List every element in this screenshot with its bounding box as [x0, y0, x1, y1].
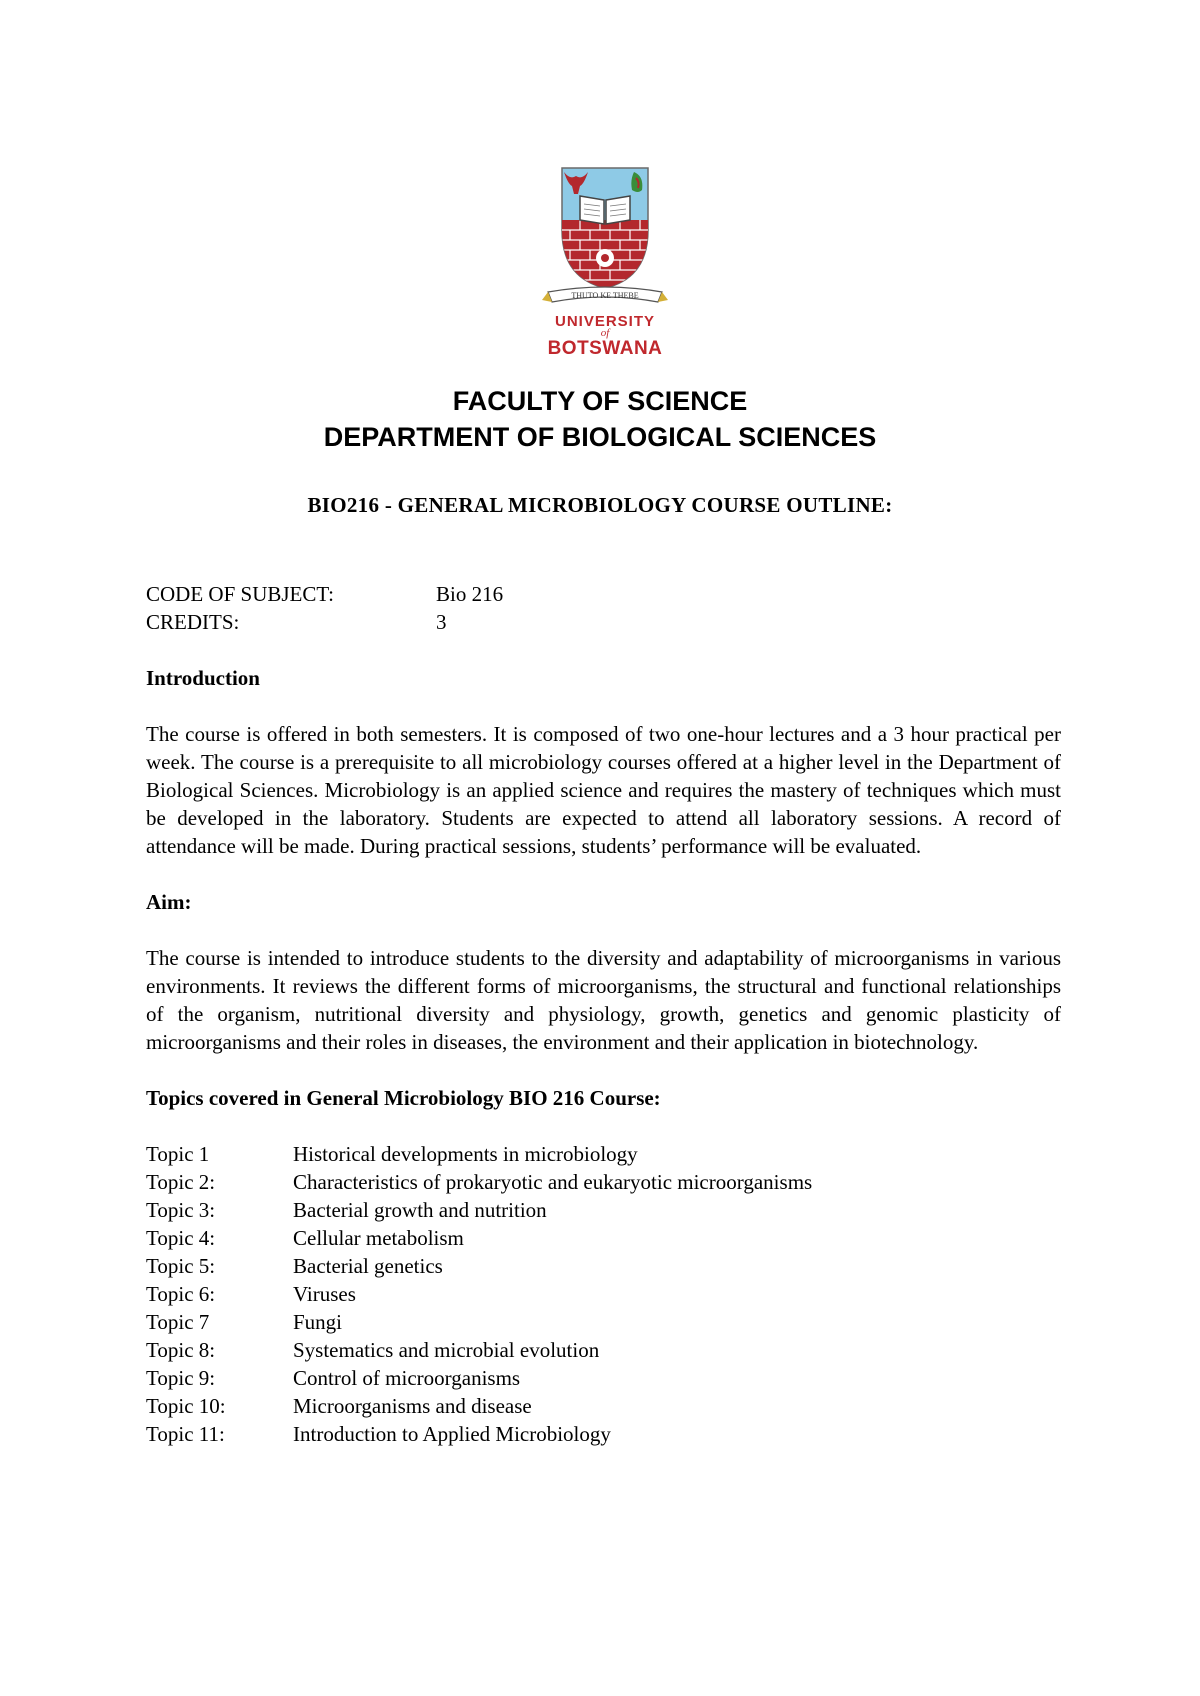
faculty-title: FACULTY OF SCIENCE — [452, 386, 748, 416]
topic-item — [146, 1336, 1061, 1364]
topic-label: Topic 9: — [146, 1366, 216, 1390]
document-body — [146, 580, 1061, 1448]
topic-label: Topic 3: — [146, 1198, 216, 1222]
topic-label: Topic 6: — [146, 1282, 216, 1306]
topic-item — [146, 1140, 1061, 1168]
meta-row-code — [146, 580, 1061, 608]
aim-heading: Aim: — [146, 890, 192, 914]
topic-title: Bacterial growth and nutrition — [293, 1198, 547, 1222]
topic-label: Topic 1 — [146, 1142, 210, 1166]
topic-label: Topic 7 — [146, 1310, 210, 1334]
meta-value: Bio 216 — [436, 582, 504, 606]
meta-row-credits — [146, 608, 1061, 636]
topic-item — [146, 1280, 1061, 1308]
topic-label: Topic 8: — [146, 1338, 216, 1362]
meta-label: CREDITS: — [146, 610, 240, 634]
topic-item — [146, 1420, 1061, 1448]
topics-list — [146, 1140, 1061, 1448]
topic-title: Fungi — [293, 1310, 343, 1334]
topic-title: Control of microorganisms — [293, 1366, 521, 1390]
topic-item — [146, 1224, 1061, 1252]
topic-title: Viruses — [293, 1282, 356, 1306]
topic-title: Characteristics of prokaryotic and eukaryotic microorganisms — [293, 1170, 813, 1194]
university-logo — [540, 160, 670, 358]
topics-heading: Topics covered in General Microbiology BIO 216 Course: — [146, 1086, 661, 1110]
faculty-header — [0, 383, 1200, 455]
university-name-bottom: BOTSWANA — [547, 337, 663, 359]
meta-value: 3 — [436, 610, 447, 634]
course-title: BIO216 - GENERAL MICROBIOLOGY COURSE OUTLINE: — [307, 493, 893, 517]
topic-label: Topic 10: — [146, 1394, 226, 1418]
topic-title: Systematics and microbial evolution — [293, 1338, 600, 1362]
topic-title: Historical developments in microbiology — [293, 1142, 638, 1166]
topic-item — [146, 1168, 1061, 1196]
topic-item — [146, 1196, 1061, 1224]
topic-title: Introduction to Applied Microbiology — [293, 1422, 611, 1446]
topic-item — [146, 1252, 1061, 1280]
topic-label: Topic 5: — [146, 1254, 216, 1278]
topic-label: Topic 2: — [146, 1170, 216, 1194]
topic-title: Microorganisms and disease — [293, 1394, 532, 1418]
topic-title: Cellular metabolism — [293, 1226, 464, 1250]
topic-item — [146, 1392, 1061, 1420]
topic-label: Topic 11: — [146, 1422, 225, 1446]
topic-label: Topic 4: — [146, 1226, 216, 1250]
topic-title: Bacterial genetics — [293, 1254, 443, 1278]
crest-icon — [540, 160, 670, 310]
meta-label: CODE OF SUBJECT: — [146, 582, 334, 606]
topic-item — [146, 1308, 1061, 1336]
topic-item — [146, 1364, 1061, 1392]
motto-text: THUTO KE THEBE — [571, 291, 639, 300]
university-name-top: UNIVERSITY — [554, 313, 655, 330]
department-title: DEPARTMENT OF BIOLOGICAL SCIENCES — [323, 422, 877, 452]
university-name-of: of — [600, 327, 610, 339]
introduction-heading: Introduction — [146, 666, 260, 690]
aim-text: The course is intended to introduce students to the diversity and adaptability of microorganisms in various environments. It reviews the different forms of microorganisms, the structural and functional relationships of the organism, nutritional diversity and physiology, growth, genetics and genomic plasticity of microorganisms and their roles in diseases, the environment and their application in biotechnology. — [146, 946, 1061, 1054]
introduction-text: The course is offered in both semesters. It is composed of two one-hour lectures and a 3 hour practical per week. The course is a prerequisite to all microbiology courses offered at a higher level in the Department of Biological Sciences. Microbiology is an applied science and requires the mastery of techniques which must be developed in the laboratory. Students are expected to attend all laboratory sessions. A record of attendance will be made. During practical sessions, students’ performance will be evaluated. — [146, 722, 1061, 858]
